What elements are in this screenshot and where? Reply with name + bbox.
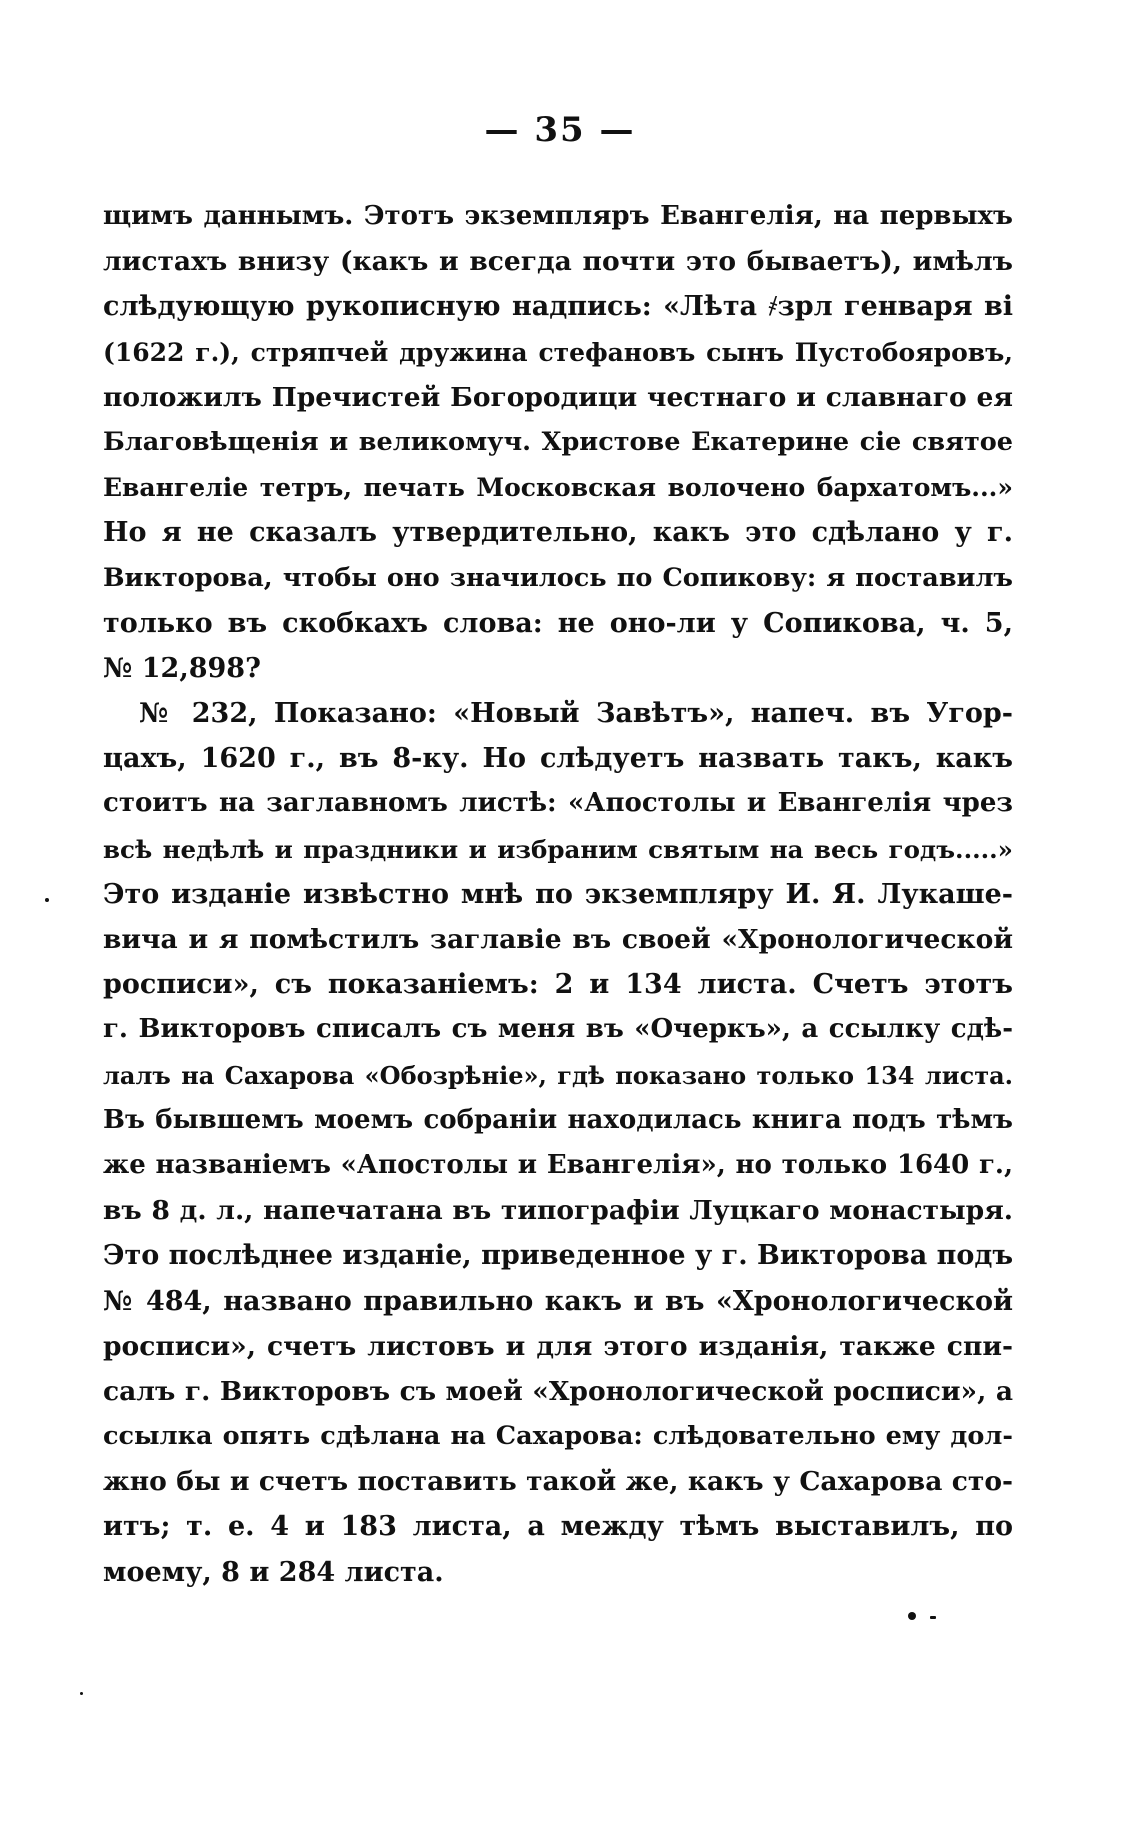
text-line: Евангеліе тетръ, печать Московская волочено бархатомъ...» <box>103 473 1013 503</box>
text-line: г. Викторовъ списалъ съ меня въ «Очеркъ», а ссылку сдѣ- <box>103 1014 1013 1045</box>
page-number: — 35 — <box>484 110 636 150</box>
text-line: стоитъ на заглавномъ листѣ: «Апостолы и Евангелія чрез <box>103 788 1013 819</box>
text-line: (1622 г.), стряпчей дружина стефановъ сынъ Пустобояровъ, <box>103 337 1013 367</box>
text-line: всѣ недѣлѣ и праздники и избраним святым на весь годъ.....» <box>103 834 1013 864</box>
text-line: листахъ внизу (какъ и всегда почти это бываетъ), имѣлъ <box>103 246 1013 278</box>
margin-dot-mark <box>80 1692 83 1695</box>
margin-dot-mark <box>45 898 49 902</box>
text-line: Это послѣднее изданіе, приведенное у г. Викторова подъ <box>103 1240 1013 1272</box>
text-line: Въ бывшемъ моемъ собраніи находилась книга подъ тѣмъ <box>103 1104 1013 1135</box>
text-line: Но я не сказалъ утвердительно, какъ это сдѣлано у г. <box>103 517 1013 549</box>
ink-dot-mark <box>908 1612 916 1620</box>
text-line: Благовѣщенія и великомуч. Христове Екатерине сіе святое <box>103 426 1013 457</box>
text-line: моему, 8 и 284 листа. <box>103 1556 444 1588</box>
text-line: же названіемъ «Апостолы и Евангелія», но только 1640 г., <box>103 1149 1013 1180</box>
text-line: слѣдующую рукописную надпись: «Лѣта ҂зрл генваря ві <box>103 291 1013 323</box>
text-line: № 484, названо правильно какъ и въ «Хронологической <box>103 1285 1013 1317</box>
body-text <box>103 194 1013 1595</box>
text-line: росписи», счетъ листовъ и для этого изданія, также спи- <box>103 1330 1013 1362</box>
text-line: итъ; т. е. 4 и 183 листа, а между тѣмъ выставилъ, по <box>103 1511 1013 1543</box>
text-line: въ 8 д. л., напечатана въ типографіи Луцкаго монастыря. <box>103 1195 1013 1227</box>
text-line: положилъ Пречистей Богородици честнаго и славнаго ея <box>103 381 1013 413</box>
text-line: салъ г. Викторовъ съ моей «Хронологической росписи», а <box>103 1375 1013 1407</box>
ink-dash-mark <box>930 1616 936 1619</box>
text-line: лалъ на Сахарова «Обозрѣніе», гдѣ показано только 134 листа. <box>103 1060 1013 1090</box>
text-line: росписи», съ показаніемъ: 2 и 134 листа. Счетъ этотъ <box>103 969 1013 1001</box>
text-line: ссылка опять сдѣлана на Сахарова: слѣдовательно ему дол- <box>103 1421 1013 1452</box>
text-line: № 12,898? <box>103 652 261 684</box>
text-line: щимъ даннымъ. Этотъ экземпляръ Евангелія, на первыхъ <box>103 201 1013 231</box>
text-line: жно бы и счетъ поставить такой же, какъ у Сахарова сто- <box>103 1466 1013 1498</box>
text-line: только въ скобкахъ слова: не оно-ли у Сопикова, ч. 5, <box>103 607 1013 639</box>
text-line: Викторова, чтобы оно значилось по Сопикову: я поставилъ <box>103 562 1013 593</box>
text-line: цахъ, 1620 г., въ 8-ку. Но слѣдуетъ назвать такъ, какъ <box>103 743 1013 775</box>
text-line: № 232, Показано: «Новый Завѣтъ», напеч. въ Угор- <box>139 698 1013 730</box>
text-line: вича и я помѣстилъ заглавіе въ своей «Хронологической <box>103 924 1013 955</box>
text-line: Это изданіе извѣстно мнѣ по экземпляру И. Я. Лукаше- <box>103 878 1013 910</box>
